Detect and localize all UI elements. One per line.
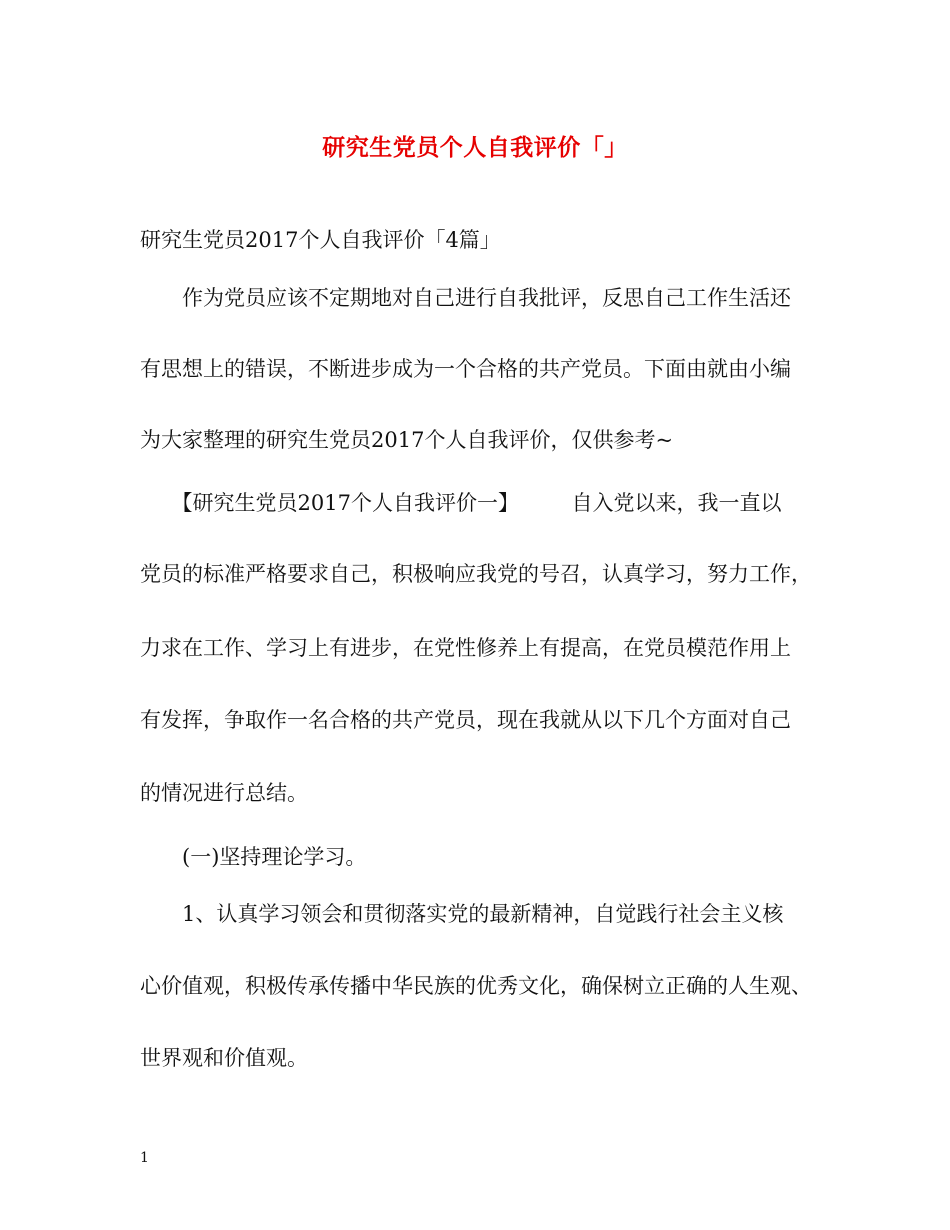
body-line: 力求在工作、学习上有进步，在党性修养上有提高，在党员模范作用上 bbox=[140, 636, 791, 660]
body-line: 有发挥，争取作一名合格的共产党员，现在我就从以下几个方面对自己 bbox=[140, 708, 791, 732]
body-line: 党员的标准严格要求自己，积极响应我党的号召，认真学习，努力工作， bbox=[140, 562, 812, 586]
body-line: 心价值观，积极传承传播中华民族的优秀文化，确保树立正确的人生观、 bbox=[140, 974, 812, 998]
body-line: 为大家整理的研究生党员2017个人自我评价，仅供参考~ bbox=[140, 428, 674, 452]
subheading-line: (一)坚持理论学习。 bbox=[140, 845, 367, 869]
body-line: 的情况进行总结。 bbox=[140, 781, 308, 805]
document-title: 研究生党员个人自我评价「」 bbox=[322, 134, 628, 161]
body-line: 世界观和价值观。 bbox=[140, 1046, 308, 1070]
body-line: 作为党员应该不定期地对自己进行自我批评，反思自己工作生活还 bbox=[140, 286, 791, 310]
subtitle-line: 研究生党员2017个人自我评价「4篇」 bbox=[140, 228, 501, 252]
section-heading-line: 【研究生党员2017个人自我评价一】 自入党以来，我一直以 bbox=[140, 491, 782, 515]
page-number: 1 bbox=[140, 1150, 149, 1166]
body-line: 1、认真学习领会和贯彻落实党的最新精神，自觉践行社会主义核 bbox=[140, 902, 784, 926]
body-line: 有思想上的错误，不断进步成为一个合格的共产党员。下面由就由小编 bbox=[140, 357, 791, 381]
